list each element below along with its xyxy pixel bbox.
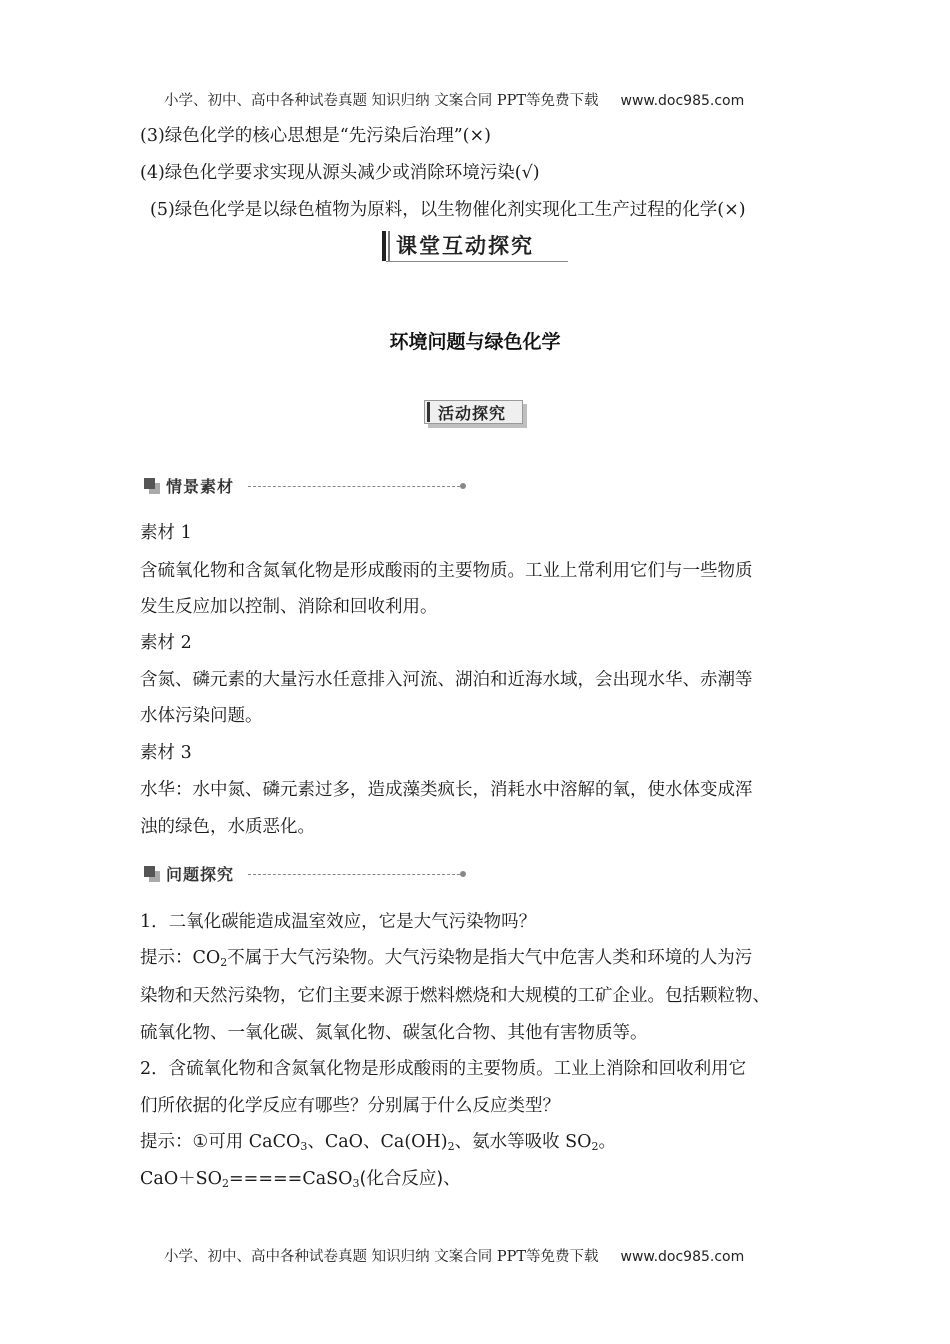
section-title: 环境问题与绿色化学: [389, 331, 561, 353]
judgment-3: (3)绿色化学的核心思想是“先污染后治理”(×): [140, 126, 491, 146]
hint-label-2: 提示：①可用: [140, 1132, 249, 1152]
equation-line: [140, 1168, 461, 1190]
so2-subscript: 2: [591, 1140, 599, 1153]
material-1-label: 素材 1: [140, 523, 192, 543]
square-icon: [144, 866, 155, 877]
answer-2-mid-1: 、CaO、Ca(OH): [307, 1132, 448, 1152]
judgment-4: (4)绿色化学要求实现从源头减少或消除环境污染(√): [140, 163, 540, 183]
answer-1-line-2: 染物和天然污染物，它们主要来源于燃料燃烧和大规模的工矿企业。包括颗粒物、: [140, 986, 770, 1006]
activity-banner-mark: [427, 402, 430, 422]
header-site: www.doc985.com: [620, 93, 745, 109]
judgment-5: (5)绿色化学是以绿色植物为原料，以生物催化剂实现化工生产过程的化学(×): [150, 200, 746, 220]
equation-reactants: CaO＋SO: [140, 1169, 223, 1189]
material-3-label: 素材 3: [140, 743, 192, 763]
page-footer: [164, 1245, 744, 1266]
divider-dot: [460, 483, 466, 489]
header-text: 小学、初中、高中各种试卷真题 知识归纳 文案合同 PPT等免费下载: [164, 93, 599, 109]
equation-so2-subscript: 2: [222, 1177, 230, 1190]
footer-site: www.doc985.com: [620, 1249, 745, 1265]
answer-2-mid-2: 、氨水等吸收 SO: [454, 1132, 592, 1152]
answer-2-line-1: [140, 1131, 616, 1153]
square-icon: [144, 478, 155, 489]
banner-bar-thin: [388, 231, 390, 261]
scene-heading: [144, 474, 470, 498]
dashed-divider: [248, 486, 460, 487]
classroom-banner: [382, 229, 568, 263]
material-1-line-2: 发生反应加以控制、消除和回收利用。: [140, 597, 438, 617]
caco3-subscript: 3: [300, 1140, 308, 1153]
co2-formula: CO: [192, 948, 221, 968]
activity-banner-text: 活动探究: [438, 404, 507, 423]
question-2-line-1: 2．含硫氧化物和含氮氧化物是形成酸雨的主要物质。工业上消除和回收利用它: [140, 1059, 747, 1079]
co2-subscript: 2: [220, 956, 228, 969]
material-2-label: 素材 2: [140, 633, 192, 653]
equation-product: =====CaSO: [229, 1169, 353, 1189]
scene-heading-text: 情景素材: [166, 477, 235, 496]
footer-text: 小学、初中、高中各种试卷真题 知识归纳 文案合同 PPT等免费下载: [164, 1249, 599, 1265]
banner-bar: [382, 231, 386, 261]
question-1: 1．二氧化碳能造成温室效应，它是大气污染物吗？: [140, 912, 537, 932]
page-header: [164, 89, 744, 110]
equation-type: (化合反应)、: [359, 1169, 461, 1189]
divider-dot: [460, 871, 466, 877]
answer-1-line-1: [140, 947, 752, 969]
caco3-formula: CaCO: [248, 1132, 301, 1152]
hint-label: 提示：: [140, 948, 193, 968]
answer-1-rest: 不属于大气污染物。大气污染物是指大气中危害人类和环境的人为污: [227, 948, 753, 968]
answer-1-line-3: 硫氧化物、一氧化碳、氮氧化物、碳氢化合物、其他有害物质等。: [140, 1023, 648, 1043]
banner-main-text: 课堂互动探究: [396, 234, 534, 258]
question-heading-text: 问题探究: [166, 865, 235, 884]
material-3-line-1: 水华：水中氮、磷元素过多，造成藻类疯长，消耗水中溶解的氧，使水体变成浑: [140, 780, 753, 800]
material-3-line-2: 浊的绿色，水质恶化。: [140, 817, 315, 837]
question-2-line-2: 们所依据的化学反应有哪些？分别属于什么反应类型？: [140, 1096, 560, 1116]
banner-underline: [386, 261, 568, 262]
question-heading: [144, 862, 470, 886]
activity-banner: [424, 400, 527, 428]
equation-caso3-subscript: 3: [352, 1177, 360, 1190]
dashed-divider: [248, 874, 460, 875]
material-2-line-2: 水体污染问题。: [140, 706, 263, 726]
material-1-line-1: 含硫氧化物和含氮氧化物是形成酸雨的主要物质。工业上常利用它们与一些物质: [140, 561, 753, 581]
material-2-line-1: 含氮、磷元素的大量污水任意排入河流、湖泊和近海水域，会出现水华、赤潮等: [140, 670, 753, 690]
caoh2-subscript: 2: [447, 1140, 455, 1153]
answer-2-end: 。: [598, 1132, 616, 1152]
